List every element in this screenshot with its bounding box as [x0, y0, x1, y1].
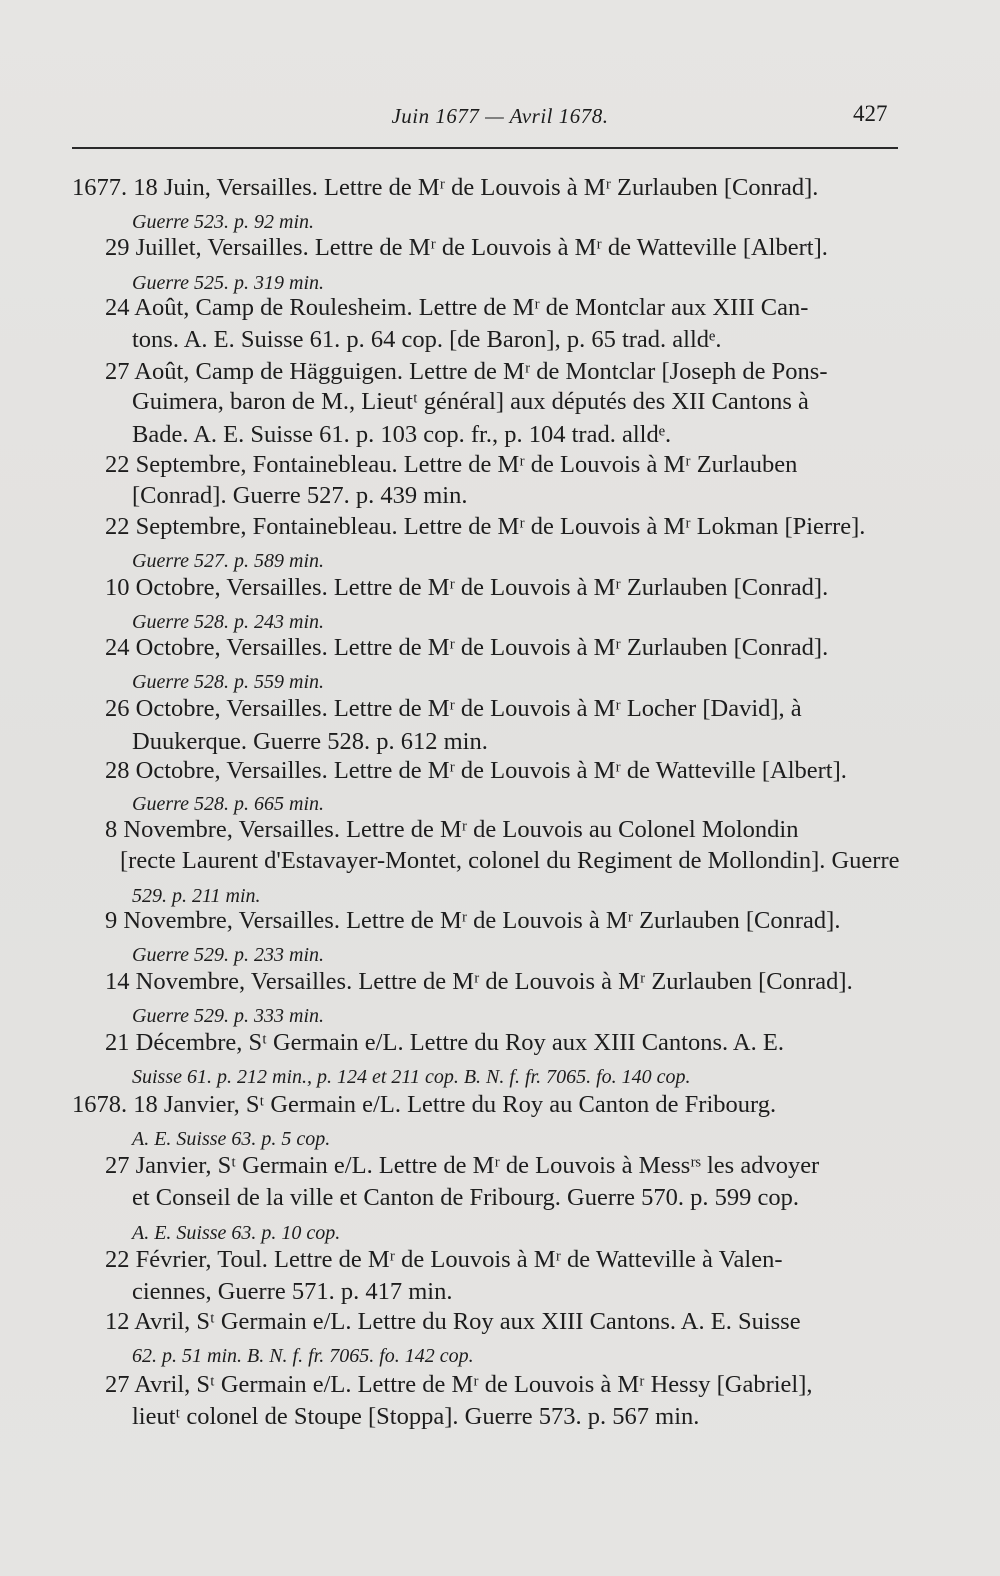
entry-line: [Conrad]. Guerre 527. p. 439 min. [132, 482, 468, 509]
entry-line: 14 Novembre, Versailles. Lettre de Mʳ de Louvois à Mʳ Zurlauben [Conrad]. [105, 968, 853, 995]
header-rule [72, 147, 898, 149]
entry-line: 12 Avril, Sᵗ Germain e/L. Lettre du Roy aux XIII Cantons. A. E. Suisse [105, 1308, 801, 1335]
archive-reference-line: Guerre 529. p. 333 min. [132, 1005, 325, 1027]
entry-line: 27 Août, Camp de Hägguigen. Lettre de Mʳ de Montclar [Joseph de Pons- [105, 358, 828, 385]
archive-reference-line: Guerre 525. p. 319 min. [132, 272, 325, 294]
entry-line: 1677. 18 Juin, Versailles. Lettre de Mʳ de Louvois à Mʳ Zurlauben [Conrad]. [72, 174, 819, 201]
entry-line: 26 Octobre, Versailles. Lettre de Mʳ de Louvois à Mʳ Locher [David], à [105, 695, 802, 722]
entry-line: 22 Septembre, Fontainebleau. Lettre de Mʳ de Louvois à Mʳ Zurlauben [105, 451, 798, 478]
archive-reference-line: Guerre 529. p. 233 min. [132, 944, 325, 966]
entry-line: 9 Novembre, Versailles. Lettre de Mʳ de Louvois à Mʳ Zurlauben [Conrad]. [105, 907, 841, 934]
archive-reference-line: A. E. Suisse 63. p. 10 cop. [132, 1222, 341, 1244]
entry-line: 27 Avril, Sᵗ Germain e/L. Lettre de Mʳ de Louvois à Mʳ Hessy [Gabriel], [105, 1371, 813, 1398]
entry-line: 28 Octobre, Versailles. Lettre de Mʳ de Louvois à Mʳ de Watteville [Albert]. [105, 757, 847, 784]
entry-line: 22 Février, Toul. Lettre de Mʳ de Louvois à Mʳ de Watteville à Valen- [105, 1246, 783, 1273]
entry-line: 8 Novembre, Versailles. Lettre de Mʳ de Louvois au Colonel Molondin [105, 816, 799, 843]
archive-reference-line: Guerre 528. p. 665 min. [132, 793, 325, 815]
page-number: 427 [853, 101, 888, 126]
entry-line: [recte Laurent d'Estavayer-Montet, colonel du Regiment de Mollondin]. Guerre [120, 847, 900, 874]
entry-line: 24 Octobre, Versailles. Lettre de Mʳ de Louvois à Mʳ Zurlauben [Conrad]. [105, 634, 829, 661]
entry-line: 1678. 18 Janvier, Sᵗ Germain e/L. Lettre du Roy au Canton de Fribourg. [72, 1091, 777, 1118]
archive-reference-line: Guerre 528. p. 243 min. [132, 611, 325, 633]
entry-line: tons. A. E. Suisse 61. p. 64 cop. [de Baron], p. 65 trad. alldᵉ. [132, 326, 722, 353]
entry-line: 22 Septembre, Fontainebleau. Lettre de Mʳ de Louvois à Mʳ Lokman [Pierre]. [105, 513, 866, 540]
archive-reference-line: Suisse 61. p. 212 min., p. 124 et 211 cop. B. N. f. fr. 7065. fo. 140 cop. [132, 1066, 691, 1088]
entry-line: Bade. A. E. Suisse 61. p. 103 cop. fr., p. 104 trad. alldᵉ. [132, 421, 672, 448]
entry-line: 29 Juillet, Versailles. Lettre de Mʳ de Louvois à Mʳ de Watteville [Albert]. [105, 234, 828, 261]
archive-reference-line: Guerre 528. p. 559 min. [132, 671, 325, 693]
entry-line: et Conseil de la ville et Canton de Fribourg. Guerre 570. p. 599 cop. [132, 1184, 800, 1211]
running-header: Juin 1677 — Avril 1678. [391, 104, 609, 128]
entry-line: 24 Août, Camp de Roulesheim. Lettre de Mʳ de Montclar aux XIII Can- [105, 294, 809, 321]
entry-line: 10 Octobre, Versailles. Lettre de Mʳ de Louvois à Mʳ Zurlauben [Conrad]. [105, 574, 829, 601]
archive-reference-line: Guerre 523. p. 92 min. [132, 211, 315, 233]
entry-line: ciennes, Guerre 571. p. 417 min. [132, 1278, 453, 1305]
entry-line: 21 Décembre, Sᵗ Germain e/L. Lettre du Roy aux XIII Cantons. A. E. [105, 1029, 784, 1056]
entry-line: Guimera, baron de M., Lieutᵗ général] aux députés des XII Cantons à [132, 388, 809, 415]
entry-line: 27 Janvier, Sᵗ Germain e/L. Lettre de Mʳ de Louvois à Messʳˢ les advoyer [105, 1152, 820, 1179]
archive-reference-line: A. E. Suisse 63. p. 5 cop. [132, 1128, 331, 1150]
entry-line: Duukerque. Guerre 528. p. 612 min. [132, 728, 488, 755]
entry-line: lieutᵗ colonel de Stoupe [Stoppa]. Guerre 573. p. 567 min. [132, 1403, 700, 1430]
archive-reference-line: 62. p. 51 min. B. N. f. fr. 7065. fo. 142 cop. [132, 1345, 474, 1367]
archive-reference-line: Guerre 527. p. 589 min. [132, 550, 325, 572]
archive-reference-line: 529. p. 211 min. [132, 885, 261, 907]
